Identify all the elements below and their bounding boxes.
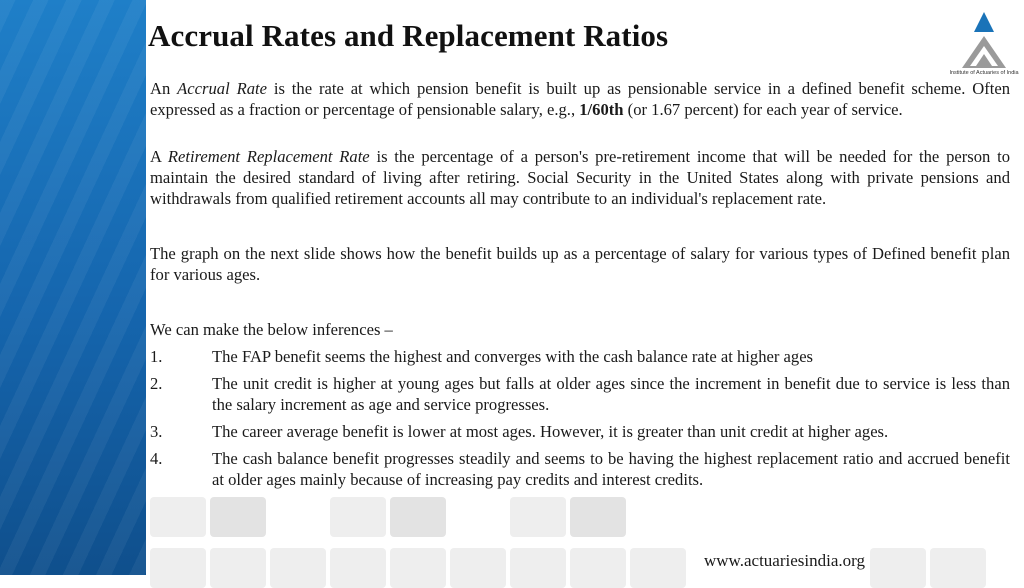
replacement-rate-paragraph	[150, 146, 1010, 209]
list-number: 3.	[150, 422, 163, 441]
background-tiles-row-1	[150, 497, 1024, 537]
background-tiles-row-2	[150, 548, 1024, 588]
list-number: 1.	[150, 347, 163, 366]
footer-website-link[interactable]: www.actuariesindia.org	[704, 551, 865, 570]
graph-paragraph: The graph on the next slide shows how the benefit builds up as a percentage of salary for various types of Defined benefit plan for various ages.	[150, 244, 1010, 284]
text-span: An	[150, 79, 178, 98]
inferences-list	[150, 346, 1010, 490]
background-tile	[510, 497, 566, 537]
list-item	[150, 448, 1010, 490]
text-span: (or 1.67 percent) for each year of service.	[623, 100, 903, 119]
list-item	[150, 421, 1010, 442]
list-item	[150, 373, 1010, 415]
text-span: is the percentage of a person's pre-retirement income that will be needed for the person to maintain the desired standard of living after retiring. Social Security in the United States along with private pensions and withdrawals from qualified retirement accounts all may contribute to an individual's replacement rate.	[150, 147, 1010, 208]
list-item	[150, 346, 1010, 367]
background-tile	[390, 497, 446, 537]
background-tile	[210, 548, 266, 588]
background-tile	[210, 497, 266, 537]
background-tile	[390, 548, 446, 588]
logo-caption: Institute of Actuaries of India	[949, 70, 1019, 76]
replacement-rate-term: Retirement Replacement Rate	[167, 147, 370, 166]
background-tile	[630, 548, 686, 588]
list-text: The career average benefit is lower at most ages. However, it is greater than unit credit at higher ages.	[212, 422, 889, 441]
background-tile	[570, 497, 626, 537]
slide-body	[150, 78, 1010, 496]
text-span: is the rate at which pension benefit is built up as pensionable service in a defined benefit scheme. Often expressed as a fraction or percentage of pensionable salary, e.g.,	[150, 79, 1010, 119]
accrual-rate-term: Accrual Rate	[177, 79, 267, 98]
background-tile	[930, 548, 986, 588]
list-text: The cash balance benefit progresses steadily and seems to be having the highest replacement ratio and accrued benefit at older ages mainly because of increasing pay credits and interest credits.	[212, 449, 1010, 489]
background-tile	[330, 548, 386, 588]
list-number: 4.	[150, 449, 163, 468]
inferences-heading: We can make the below inferences –	[150, 320, 393, 339]
background-tile	[870, 548, 926, 588]
slide-title: Accrual Rates and Replacement Ratios	[148, 18, 669, 53]
background-tile	[510, 548, 566, 588]
accrual-rate-paragraph	[150, 78, 1010, 120]
background-tile	[330, 497, 386, 537]
list-text: The FAP benefit seems the highest and converges with the cash balance rate at higher ages	[212, 347, 814, 366]
accrual-example: 1/60th	[579, 100, 624, 119]
background-tile	[270, 548, 326, 588]
side-decorative-band	[0, 0, 146, 575]
text-span: A	[150, 147, 168, 166]
background-tile	[450, 548, 506, 588]
list-number: 2.	[150, 374, 163, 393]
background-tile	[570, 548, 626, 588]
list-text: The unit credit is higher at young ages but falls at older ages since the increment in benefit due to service is less than the salary increment as age and service progresses.	[212, 374, 1010, 414]
background-tile	[150, 497, 206, 537]
background-tile	[150, 548, 206, 588]
